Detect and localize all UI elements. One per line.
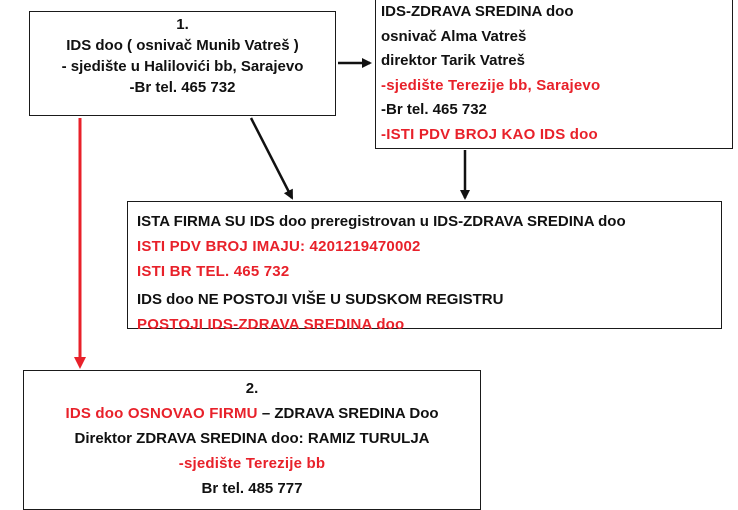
box2-address: -sjedište Terezije bb, Sarajevo bbox=[381, 76, 601, 94]
box4-phone: Br tel. 485 777 bbox=[201, 480, 303, 497]
box3-phone: ISTI BR TEL. 465 732 bbox=[137, 263, 290, 280]
box2-company-name: IDS-ZDRAVA SREDINA doo bbox=[381, 3, 574, 20]
box2-founder: osnivač Alma Vatreš bbox=[381, 27, 527, 45]
box3-exists-note: POSTOJI IDS-ZDRAVA SREDINA doo bbox=[137, 316, 405, 333]
arrow-box1-to-box3 bbox=[251, 118, 292, 198]
summary-box bbox=[127, 201, 722, 333]
box4-founding-red: IDS doo OSNOVAO FIRMU bbox=[65, 405, 258, 422]
box1-number: 1. bbox=[176, 16, 189, 33]
box4-founding-black: – ZDRAVA SREDINA Doo bbox=[257, 405, 439, 422]
box4-number: 2. bbox=[245, 380, 259, 397]
box2-phone: -Br tel. 465 732 bbox=[381, 101, 487, 118]
company-box-ids-zdrava-sredina bbox=[375, 0, 733, 149]
box3-pdv-number: ISTI PDV BROJ IMAJU: 4201219470002 bbox=[137, 238, 421, 255]
box3-heading: ISTA FIRMA SU IDS doo preregistrovan u IDS-ZDRAVA SREDINA doo bbox=[137, 213, 626, 230]
box2-pdv-note: -ISTI PDV BROJ KAO IDS doo bbox=[381, 125, 598, 143]
box2-director: direktor Tarik Vatreš bbox=[381, 52, 525, 69]
box3-registry-note: IDS doo NE POSTOJI VIŠE U SUDSKOM REGISTRU bbox=[137, 291, 504, 308]
box4-founding-line bbox=[24, 401, 480, 426]
box4-address: -sjedište Terezije bb bbox=[178, 455, 326, 472]
box1-address: - sjedište u Halilovići bb, Sarajevo bbox=[61, 58, 304, 75]
box4-director: Direktor ZDRAVA SREDINA doo: RAMIZ TURULJA bbox=[74, 430, 430, 447]
box1-phone: -Br tel. 465 732 bbox=[129, 79, 236, 96]
box1-company-name: IDS doo ( osnivač Munib Vatreš ) bbox=[66, 37, 299, 54]
company-box-ids bbox=[29, 11, 336, 116]
company-box-zdrava-sredina bbox=[23, 370, 481, 510]
